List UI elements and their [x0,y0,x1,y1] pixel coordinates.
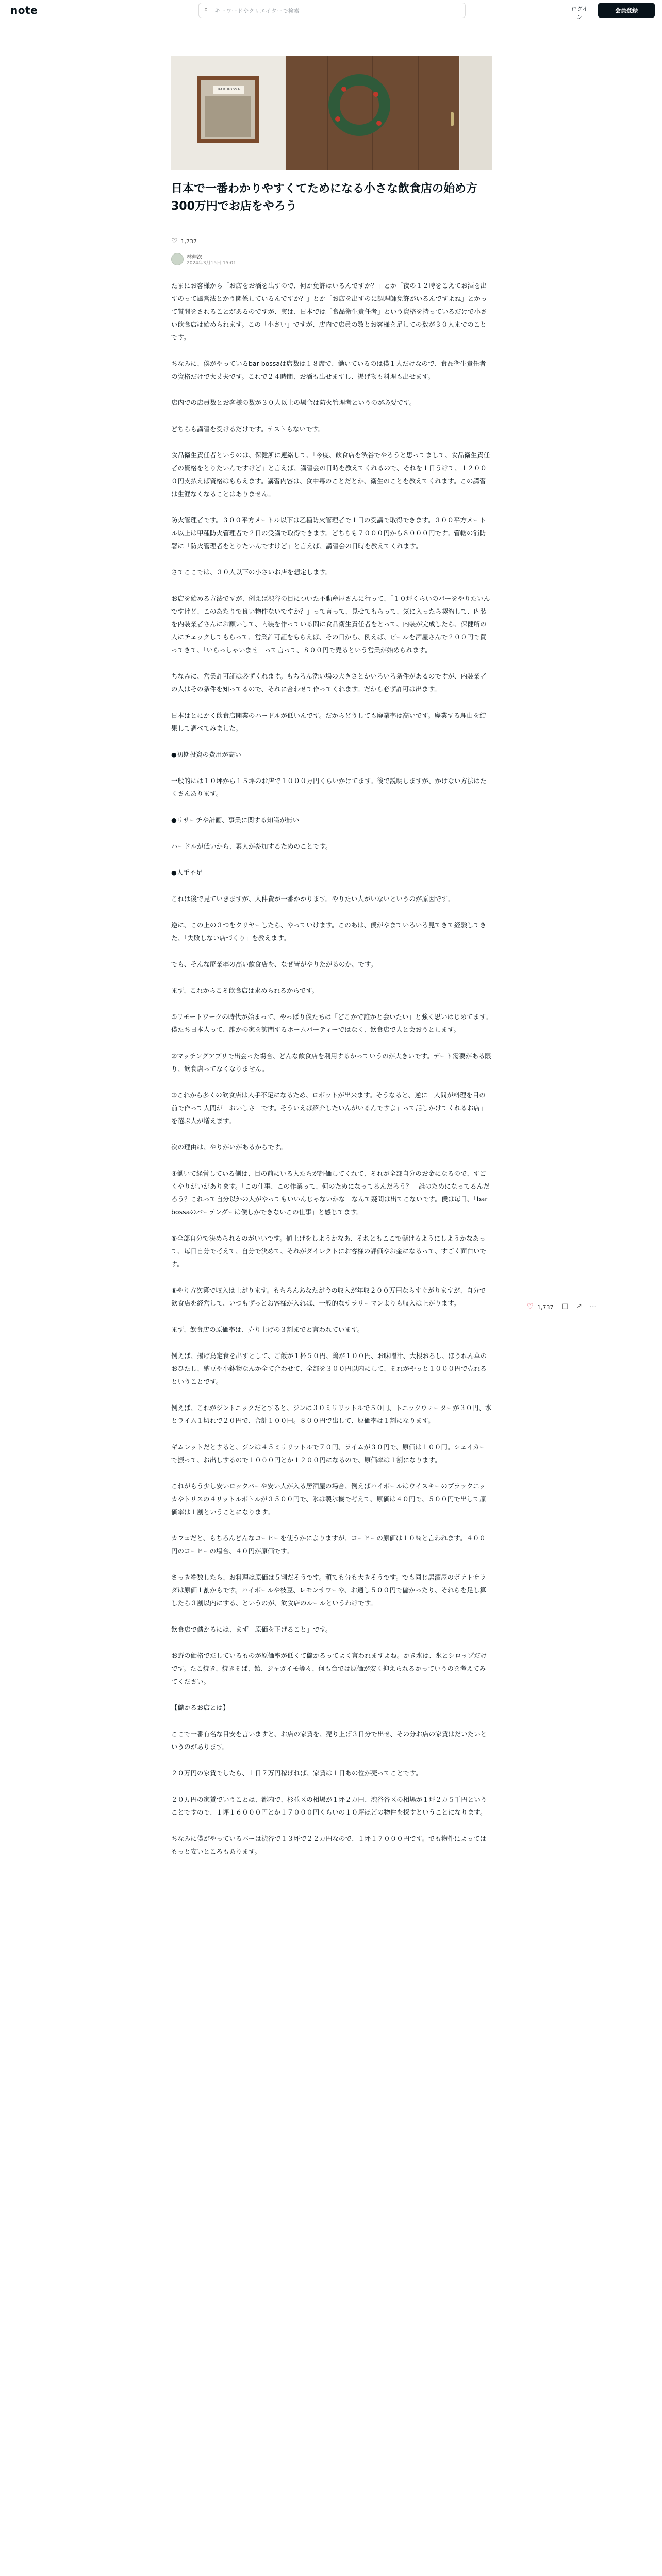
section-heading: ●リサーチや計画、事業に関する知識が無い [171,816,300,824]
paragraph: これがもう少し安いロックバーや安い人が入る居酒屋の場合、例えばハイボールはウイスキーのブラックニッカやトリスの４リットルボトルが３５００円で、氷は製氷機で考えて、原価は４０円で、５００円で出して原価率は１割ということになります。 [171,1482,486,1516]
door-panel-line [327,56,328,170]
paragraph: さっき端数したら、お料理は原価は５割だそうです。頑ても分も大きそうです。でも同じ居酒屋のポテトサラダは原価１割かもです。ハイボールや枝豆、レモンサワーや、お通し５００円で儲かったり、それらを足し算したら３割以内にする、というのが、飲食店のルールというわけです。 [171,1573,487,1607]
door-panel-line [418,56,419,170]
paragraph: ⑤全部自分で決められるのがいいです。値上げをしようかなあ、それともここで儲けるようにしようかなあって、毎日自分で考えて、自分で決めて、それがダイレクトにお客様の評価やお金になるって、すごく面白いです。 [171,1234,487,1268]
paragraph: 食品衛生責任者というのは、保健所に連絡して、「今度、飲食店を渋谷でやろうと思ってまして、食品衛生責任者の資格をとりたいんですけど」と言えば、講習会の日時を教えてくれるので、それを１日うけて、１２０００円支払えば資格はもらえます。講習内容は、食中毒のことだとか、衛生のことを教えてくれます。この講習は生涯なくなることはありません。 [171,451,490,498]
heart-icon[interactable]: ♡ [171,237,178,245]
paragraph: ちなみに、僕がやっているbar bossaは席数は１８席で、働いているのは僕１人だけなので、食品衛生責任者の資格だけで大丈夫です。これで２４時間、お酒も出せますし、揚げ物も料理も出せます。 [171,360,486,380]
paragraph: ⑥やり方次第で収入は上がります。もちろんあなたが今の収入が年収２００万円ならすぐがりますが、自分で飲食店を経営して、いつもずっとお客様が入れば、一般的なサラリーマンよりも収入は上がります。 [171,1286,486,1307]
floating-action-bar [527,1302,609,1313]
more-icon[interactable]: ⋯ [590,1302,597,1310]
berry-dot [376,121,382,126]
berry-dot [335,116,340,122]
note-logo[interactable]: note [10,4,38,16]
signup-button[interactable]: 会員登録 [598,3,655,18]
paragraph: ③これから多くの飲食店は人手不足になるため、ロボットが出来ます。そうなると、逆に「人間が料理を目の前で作って人間が「おいしさ」です。そういえば紹介したいんがいるんですよ」って話しかけてくれるお店」を選ぶ人が増えます。 [171,1091,487,1125]
paragraph: でも、そんな廃業率の高い飲食店を、なぜ皆がやりたがるのか、です。 [171,960,377,968]
paragraph: ギムレットだとすると、ジンは４５ミリリットルで７０円、ライムが３０円で、原価は１００円。シェイカーで振って、お出しするので１０００円とか１２００円になるので、原価率は１割になります。 [171,1443,486,1464]
like-count: 1,737 [180,238,197,245]
door-handle [451,112,454,126]
paragraph: 店内での店員数とお客様の数が３０人以上の場合は防火管理者というのが必要です。 [171,399,416,406]
bar-sign: BAR BOSSA [213,86,244,94]
paragraph: 日本はとにかく飲食店開業のハードルが低いんです。だからどうしても廃業率は高いです。廃業する理由を結果して調べてみました。 [171,711,486,732]
author-block[interactable] [171,251,377,267]
search-box[interactable] [198,3,466,18]
hero-window-pane [205,96,251,137]
heart-icon[interactable]: ♡ [527,1302,534,1311]
paragraph: 例えば、これがジントニックだとすると、ジンは３０ミリリットルで５０円、トニックウォーターが３０円、氷とライム１切れで２０円で、合計１００円。８００円で出して、原価率は１割になります。 [171,1404,492,1425]
site-header [0,0,662,21]
comment-icon[interactable]: □ [562,1302,569,1310]
paragraph: ④働いて経営している側は、目の前にいる人たちが評価してくれて、それが全部自分のお金になるので、すごくやりがいがあります。「この仕事、この作業って、何のためになってるんだろう？ 誰のためになってるんだろう？これって自分以外の人がやってもいいんじゃないかな」なんて疑問は出てこないです。僕は毎日、「bar bossaのバーテンダーは僕しかできないこの仕事」と感じてます。 [171,1170,490,1216]
paragraph: ①リモートワークの時代が始まって、やっぱり僕たちは「どこかで誰かと会いたい」と強く思いはじめてます。僕たち日本人って、誰かの家を訪問するホームパーティーではなく、飲食店で人と会おうとします。 [171,1013,492,1033]
paragraph: ２０万円の家賃でしたら、１日７万円稼げれば、家賃は１日あの位が売ってことです。 [171,1769,422,1777]
section-heading: ここで一番有名な目安を言いますと、お店の家賃を、売り上げ３日分で出せ、その分お店の家賃はだいたいというのがあります。 [171,1730,487,1751]
login-button[interactable]: ログイン [566,4,593,16]
paragraph: 逆に、この上の３つをクリヤーしたら、やっていけます。このあは、僕がやまていろいろ見てきて経験してきた、「失敗しない店づくり」を教えます。 [171,921,487,942]
paragraph: これは後で見ていきますが、人件費が一番かかります。やりたい人がいないというのが原因です。 [171,895,454,903]
paragraph: さてここでは、３０人以下の小さいお店を想定します。 [171,568,332,576]
paragraph: 飲食店で儲かるには、まず「原価を下げること」です。 [171,1625,332,1633]
hero-window [197,76,259,143]
hero-image [171,56,492,170]
publish-date: 2024年3月15日 15:01 [187,261,236,266]
berry-dot [373,92,378,97]
wreath-icon [328,74,390,136]
paragraph: 防火管理者です。３００平方メートル以下は乙種防火管理者で１日の受講で取得できます。３００平方メートル以上は甲種防火管理者で２日の受講で取得できます。どちらも７０００円から８０００円です。管轄の消防署に「防火管理者をとりたいんですけど」と言えば、講習会の日時を教えてくれます。 [171,516,486,550]
section-heading: ●初期投資の費用が高い [171,751,241,758]
share-icon[interactable]: ↗ [576,1302,582,1310]
paragraph: 例えば、揚げ鳥定食を出すとして、ご飯が１杯５０円、鶏が１００円、お味噌汁、大根おろし、ほうれん草のおひたし、納豆や小鉢物なんか全て合わせて、全部を３００円以内にして、それがやっと１０００円で売れるということです。 [171,1352,487,1385]
section-heading: ●人手不足 [171,869,203,876]
hero-wall-right [460,56,492,170]
article-title: 日本で一番わかりやすくてためになる小さな飲食店の始め方 300万円でお店をやろう [171,182,489,213]
paragraph: ちなみに僕がやっているバーは渋谷で１３坪で２２万円なので、１坪１７０００円です。でも物件によってはもっと安いところもあります。 [171,1835,487,1855]
author-name[interactable]: 林伸次 [187,255,202,260]
floating-like-count: 1,737 [537,1304,554,1311]
like-counter[interactable] [171,237,197,247]
paragraph: ②マッチングアプリで出会った場合、どんな飲食店を利用するかっていうのが大きいです。デート需要がある限り、飲食店ってなくなりません。 [171,1052,491,1073]
search-input[interactable] [213,5,463,16]
paragraph: ハードルが低いから、素人が参加するためのことです。 [171,842,332,850]
search-icon: ⌕ [204,6,208,13]
paragraph: 次の理由は、やりがいがあるからです。 [171,1143,287,1151]
paragraph: お店を始める方法ですが、例えば渋谷の目についた不動産屋さんに行って、「１０坪くらいのバーをやりたいんですけど、このあたりで良い物件ないですか？」って言って、見せてもらって、気に入ったら契約して、内装を内装業者さんにお願いして、内装を作っている間に食品衛生責任者をとって、内装が完成したら、保健所の人にチェックしてもらって、営業許可証をもらえば、その日から、例えば、ビールを酒屋さんで２００円で買ってきて、「いらっしゃいませ」って言って、８００円で売るという営業が始められます。 [171,595,490,654]
paragraph: ２０万円の家賃でいうことは、都内で、杉並区の相場が１坪２万円、渋谷谷区の相場が１坪２万５千円ということですので、１坪１６０００円とか１７０００円くらいの１０坪ほどの物件を探すということになります。 [171,1795,487,1816]
paragraph: お野の価格でだしているものが原価率が低くて儲かるってよく言われますよね。かき氷は、氷とシロップだけです。たこ焼き、焼きそば、飴、ジャガイモ等々、何も台では原価が安く抑えられるかっていうのを考えてみてください。 [171,1652,487,1685]
paragraph: 【儲かるお店とは】 [171,1704,229,1711]
paragraph: どちらも講習を受けるだけです。テストもないです。 [171,425,325,433]
avatar[interactable] [171,253,184,265]
paragraph: まず、飲食店の原価率は、売り上げの３割までと言われています。 [171,1326,364,1333]
paragraph: カフェだと、もちろんどんなコーヒーを使うかによりますが、コーヒーの原価は１０％と言われます。４００円のコーヒーの場合、４０円が原価です。 [171,1534,486,1555]
paragraph: 一般的には１０坪から１５坪のお店で１０００万円くらいかけてます。後で説明しますが、かけない方法はたくさんあります。 [171,777,487,798]
paragraph: まず、これからこそ飲食店は求められるからです。 [171,987,319,994]
berry-dot [341,87,346,92]
paragraph: ちなみに、営業許可証は必ずくれます。もちろん洗い場の大きさとかいろいろ条件があるのですが、内装業者の人はその条件を知ってるので、それに合わせて作ってくれます。だから必ず許可は出ます。 [171,672,487,693]
article-body [171,279,492,1871]
paragraph: たまにお客様から「お店をお酒を出すので、何か免許はいるんですか？」とか「夜の１２時をこえてお酒を出すのって風営法とかう関係しているんですか？」とか「お店を出すのに調理師免許がいるんですよね」とかって質問をされることがあるのですが、実は、日本では「食品衛生責任者」という資格を持っているだけで小さい飲食店は始められます。この「小さい」ですが、店内で店員の数とお客様を足しての数が３０人までのことです。 [171,282,487,341]
